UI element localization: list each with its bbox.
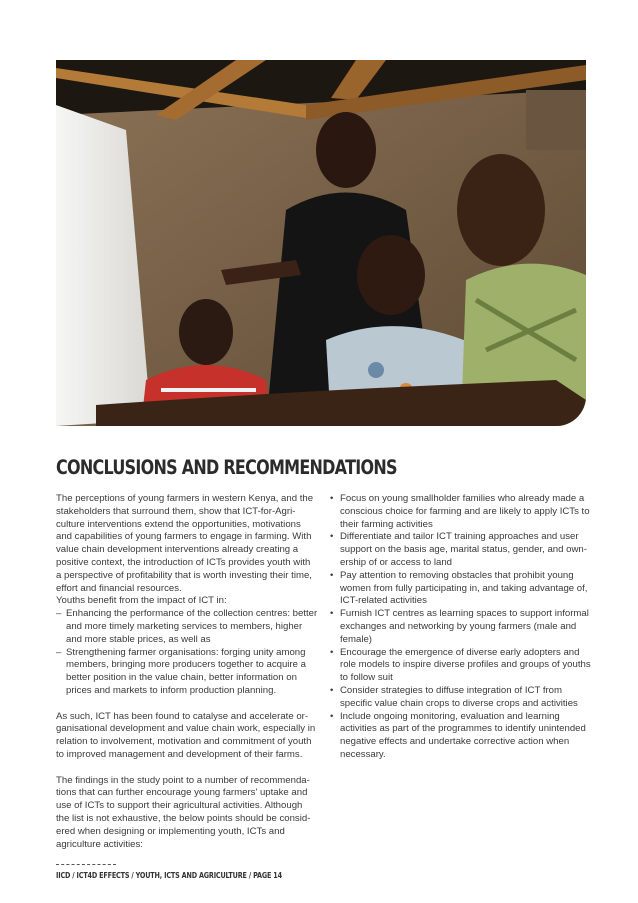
- right-column: [330, 493, 592, 762]
- benefit-list: [56, 608, 318, 698]
- list-item: – Enhancing the performance of the collection centres: better and more timely marketing services to members, higher and more stable prices, as well as: [56, 608, 318, 646]
- list-item: – Strengthening farmer organisations: forging unity among members, bringing more producers together to acquire a better position in the value chain, better information on prices and markets to inform production planning.: [56, 647, 318, 698]
- list-item: • Consider strategies to diffuse integration of ICT from specific value chain crops to diverse crops and activities: [330, 685, 592, 711]
- list-item: • Furnish ICT centres as learning spaces to support informal exchanges and networking by young farmers (male and female): [330, 608, 592, 646]
- findings-paragraph: The findings in the study point to a number of recommenda- tions that can further encourage young farmers' uptake and use of ICTs to support their agricultural activities. Although the list is not exhaustive, the below points should be consid- ered when designing or implementing youth, ICTs and agriculture activities:: [56, 774, 311, 850]
- list-item: • Include ongoing monitoring, evaluation and learning activities as part of the programmes to identify unintended negative effects and undertake corrective action when necessary.: [330, 711, 592, 762]
- young-farmers-using-computer-photo: [56, 60, 586, 426]
- footer-divider: [56, 864, 116, 865]
- intro-paragraph: The perceptions of young farmers in western Kenya, and the stakeholders that surround them, show that ICT-for-Agri- culture interventions extend the opportunities, motivations and capabilities of young farmers to engage in farming. With value chain development interventions already creating a positive context, the introduction of ICTs provides youth with a perspective of profitability that is worth investing their time, effort and financial resources.: [56, 493, 314, 594]
- benefit-lead: Youths benefit from the impact of ICT in:: [56, 595, 227, 607]
- list-item: • Focus on young smallholder families who already made a conscious choice for farming and are likely to apply ICTs to their farming activities: [330, 493, 592, 531]
- left-column: [56, 493, 318, 851]
- recommendation-list: [330, 493, 592, 762]
- ict-paragraph: As such, ICT has been found to catalyse and accelerate or- ganisational development and value chain work, especially in relation to involvement, motivation and commitment of youth to improved management and development of their farms.: [56, 710, 316, 760]
- page-footer: IICD / ICT4D EFFECTS / YOUTH, ICTS AND AGRICULTURE / PAGE 14: [56, 871, 282, 880]
- section-heading: CONCLUSIONS AND RECOMMENDATIONS: [56, 456, 397, 479]
- list-item: • Encourage the emergence of diverse early adopters and role models to inspire diverse profiles and groups of youths to follow suit: [330, 647, 592, 685]
- list-item: • Pay attention to removing obstacles that prohibit young women from fully participating in, and taking advantage of, ICT-related activities: [330, 570, 592, 608]
- list-item: • Differentiate and tailor ICT training approaches and user support on the basis age, marital status, gender, and own- ership of or access to land: [330, 531, 592, 569]
